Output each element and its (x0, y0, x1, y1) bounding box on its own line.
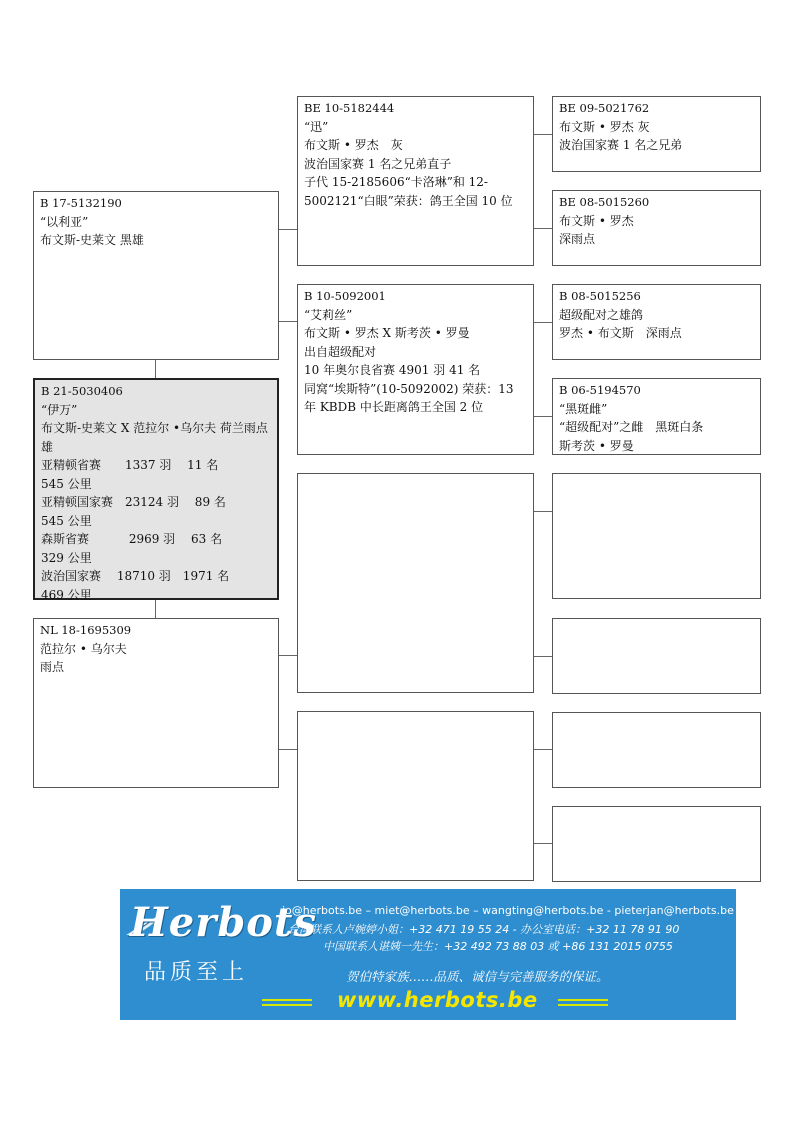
connector-line (534, 228, 552, 229)
dam-dam-box (297, 711, 534, 881)
sss-line: 波治国家赛 1 名之兄弟 (559, 138, 683, 152)
decor-bar (262, 1004, 312, 1006)
subject-line: 亚精顿国家赛 23124 羽 89 名 (41, 495, 226, 509)
connector-line (279, 321, 297, 322)
connector-line (534, 656, 552, 657)
sire-dam-line: 出自超级配对 (304, 344, 377, 359)
sire-box (33, 191, 279, 360)
taiwan-contact: 台湾联系人卢婉婷小姐：+32 471 19 55 24 - 办公室电话：+32 11 78 91 90 (288, 923, 680, 936)
dam-box (33, 618, 279, 788)
sire-ring: B 17-5132190 (40, 196, 122, 210)
empty-ancestor-box (552, 473, 761, 599)
ssd-name: 布文斯 • 罗杰 (559, 213, 634, 228)
sire-name: “以利亚” (40, 214, 89, 229)
sire-sire-line: 布文斯 • 罗杰 灰 (304, 138, 403, 152)
sdd-line: 斯考茨 • 罗曼 (559, 438, 634, 453)
subject-name: “伊万” (41, 402, 78, 417)
subject-line: 布文斯-史莱文 X 范拉尔 •乌尔夫 荷兰雨点雄 (41, 421, 268, 454)
sire-dam-name: “艾莉丝” (304, 307, 353, 322)
sire-sire-box (297, 96, 534, 266)
subject-line: 329 公里 (41, 550, 92, 565)
sire-dam-line: 布文斯 • 罗杰 X 斯考茨 • 罗曼 (304, 326, 470, 340)
sds-ring: B 08-5015256 (559, 289, 641, 303)
decor-bar (558, 1004, 608, 1006)
dam-line: 雨点 (40, 660, 65, 674)
sire-dam-sire-box (552, 284, 761, 360)
sire-sire-line: 波治国家赛 1 名之兄弟直子 (304, 156, 452, 171)
connector-line (155, 360, 156, 378)
herbots-logo: Herbots (130, 899, 317, 946)
subject-line: 545 公里 (41, 476, 92, 491)
sire-dam-dam-box (552, 378, 761, 455)
subject-line: 469 公里 (41, 587, 92, 602)
connector-line (534, 416, 552, 417)
sdd-ring: B 06-5194570 (559, 383, 641, 397)
connector-line (279, 749, 297, 750)
sire-dam-ring: B 10-5092001 (304, 289, 386, 303)
connector-line (155, 600, 156, 618)
dam-ring: NL 18-1695309 (40, 623, 132, 637)
herbots-banner (120, 889, 736, 1020)
connector-line (534, 749, 552, 750)
sdd-name: “黑斑雌” (559, 401, 608, 416)
dam-name: 范拉尔 • 乌尔夫 (40, 641, 127, 656)
subject-line: 亚精顿省赛 1337 羽 11 名 (41, 458, 219, 472)
decor-bar (558, 999, 608, 1001)
email-list: jo@herbots.be – miet@herbots.be – wangting@herbots.be - pieterjan@herbots.be (282, 904, 734, 917)
dam-sire-box (297, 473, 534, 693)
sss-name: 布文斯 • 罗杰 灰 (559, 119, 650, 134)
connector-line (534, 322, 552, 323)
connector-line (534, 511, 552, 512)
china-contact: 中国联系人谌姨一先生：+32 492 73 88 03 或 +86 131 2015 0755 (323, 940, 673, 953)
empty-ancestor-box (552, 806, 761, 882)
connector-line (534, 843, 552, 844)
sss-ring: BE 09-5021762 (559, 101, 650, 115)
sire-dam-line: 同窝“埃斯特”(10-5092002) 荣获：13 年 KBDB 中长距离鸽王全国 2 位 (304, 381, 514, 414)
empty-ancestor-box (552, 618, 761, 694)
sds-line: 罗杰 • 布文斯 深雨点 (559, 326, 682, 340)
sdd-line: “超级配对”之雌 黑斑白条 (559, 420, 704, 434)
subject-line: 545 公里 (41, 513, 92, 528)
ssd-line: 深雨点 (559, 232, 596, 246)
slogan: 品质至上 (144, 960, 249, 985)
subject-line: 波治国家赛 18710 羽 1971 名 (41, 569, 230, 583)
ssd-ring: BE 08-5015260 (559, 195, 650, 209)
connector-line (279, 229, 297, 230)
sire-sire-name: “迅” (304, 119, 329, 134)
subject-ring: B 21-5030406 (41, 384, 123, 398)
sire-sire-line: 子代 15-2185606“卡洛琳”和 12-5002121“白眼”荣获：鸽王全国 10 位 (304, 175, 513, 208)
decor-bar (262, 999, 312, 1001)
sire-dam-line: 10 年奥尔良省赛 4901 羽 41 名 (304, 363, 481, 377)
sds-name: 超级配对之雄鸽 (559, 307, 644, 322)
website-link[interactable]: www.herbots.be (337, 988, 538, 1012)
subject-box (33, 378, 279, 600)
sire-line: 布文斯-史莱文 黑雄 (40, 233, 144, 247)
tagline: 贺伯特家族……品质、诚信与完善服务的保证。 (346, 969, 609, 984)
sire-dam-box (297, 284, 534, 455)
connector-line (279, 655, 297, 656)
sire-sire-sire-box (552, 96, 761, 172)
sire-sire-ring: BE 10-5182444 (304, 101, 395, 115)
subject-line: 森斯省赛 2969 羽 63 名 (41, 532, 223, 546)
sire-sire-dam-box (552, 190, 761, 266)
connector-line (534, 134, 552, 135)
empty-ancestor-box (552, 712, 761, 788)
